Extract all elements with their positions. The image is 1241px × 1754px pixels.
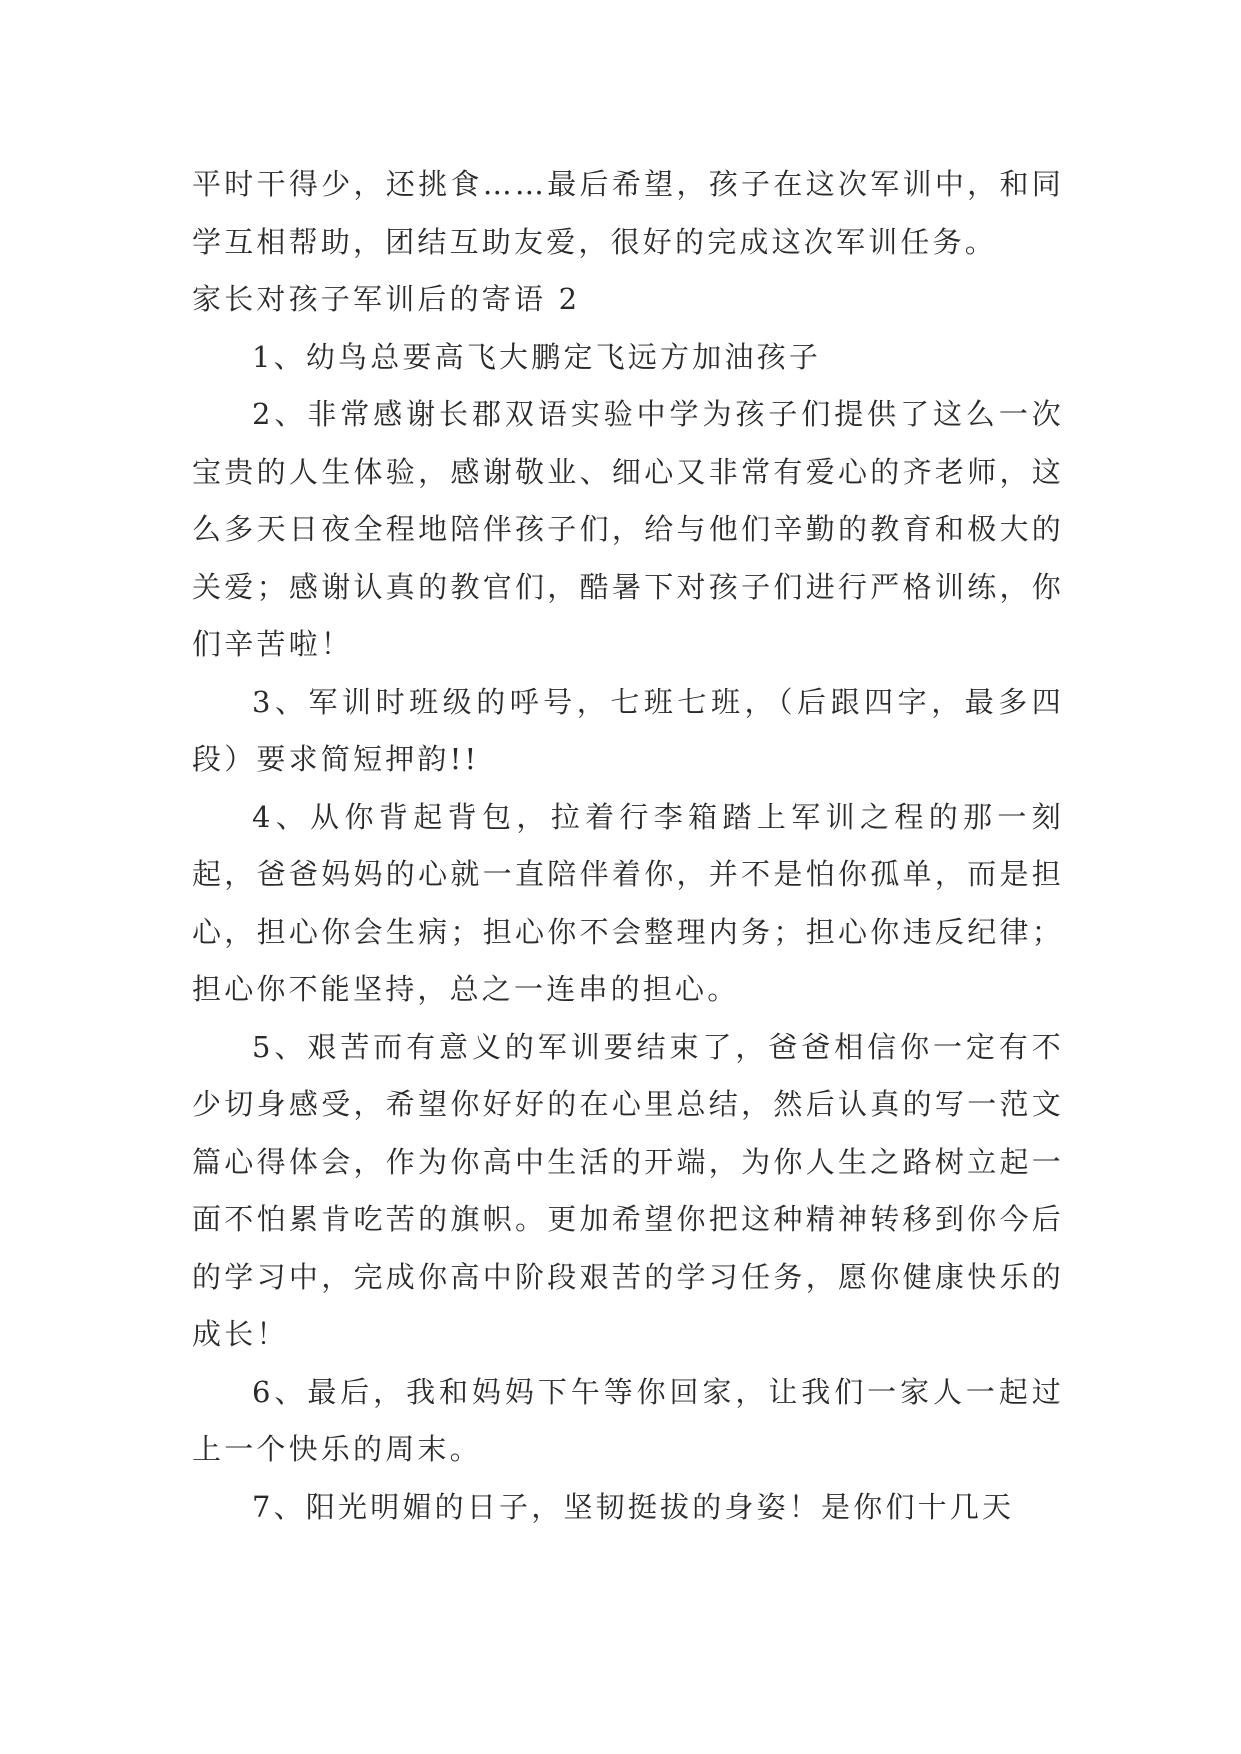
section-heading: 家长对孩子军训后的寄语 2 bbox=[192, 282, 581, 316]
list-item-7: 7、阳光明媚的日子，坚韧挺拔的身姿！是你们十几天 bbox=[252, 1489, 1015, 1524]
list-item-1: 1、幼鸟总要高飞大鹏定飞远方加油孩子 bbox=[252, 339, 822, 374]
document-body bbox=[192, 156, 1064, 1536]
list-item-4: 4、从你背起背包，拉着行李箱踏上军训之程的那一刻起，爸爸妈妈的心就一直陪伴着你，并不是怕你孤单，而是担心，担心你会生病；担心你不会整理内务；担心你违反纪律；担心你不能坚持，总之一连串的担心。 bbox=[192, 799, 1064, 1006]
list-item-6: 6、最后，我和妈妈下午等你回家，让我们一家人一起过上一个快乐的周末。 bbox=[192, 1374, 1064, 1466]
list-item-2: 2、非常感谢长郡双语实验中学为孩子们提供了这么一次宝贵的人生体验，感谢敬业、细心又非常有爱心的齐老师，这么多天日夜全程地陪伴孩子们，给与他们辛勤的教育和极大的关爱；感谢认真的教官们，酷暑下对孩子们进行严格训练，你们辛苦啦！ bbox=[192, 397, 1064, 661]
list-item-3: 3、军训时班级的呼号，七班七班，（后跟四字，最多四段）要求简短押韵!! bbox=[192, 684, 1064, 776]
list-item-5: 5、艰苦而有意义的军训要结束了，爸爸相信你一定有不少切身感受，希望你好好的在心里总结，然后认真的写一范文篇心得体会，作为你高中生活的开端，为你人生之路树立起一面不怕累肯吃苦的旗帜。更加希望你把这种精神转移到你今后的学习中，完成你高中阶段艰苦的学习任务，愿你健康快乐的成长！ bbox=[192, 1029, 1064, 1351]
paragraph-continuation: 平时干得少，还挑食……最后希望，孩子在这次军训中，和同学互相帮助，团结互助友爱，很好的完成这次军训任务。 bbox=[192, 167, 1064, 259]
